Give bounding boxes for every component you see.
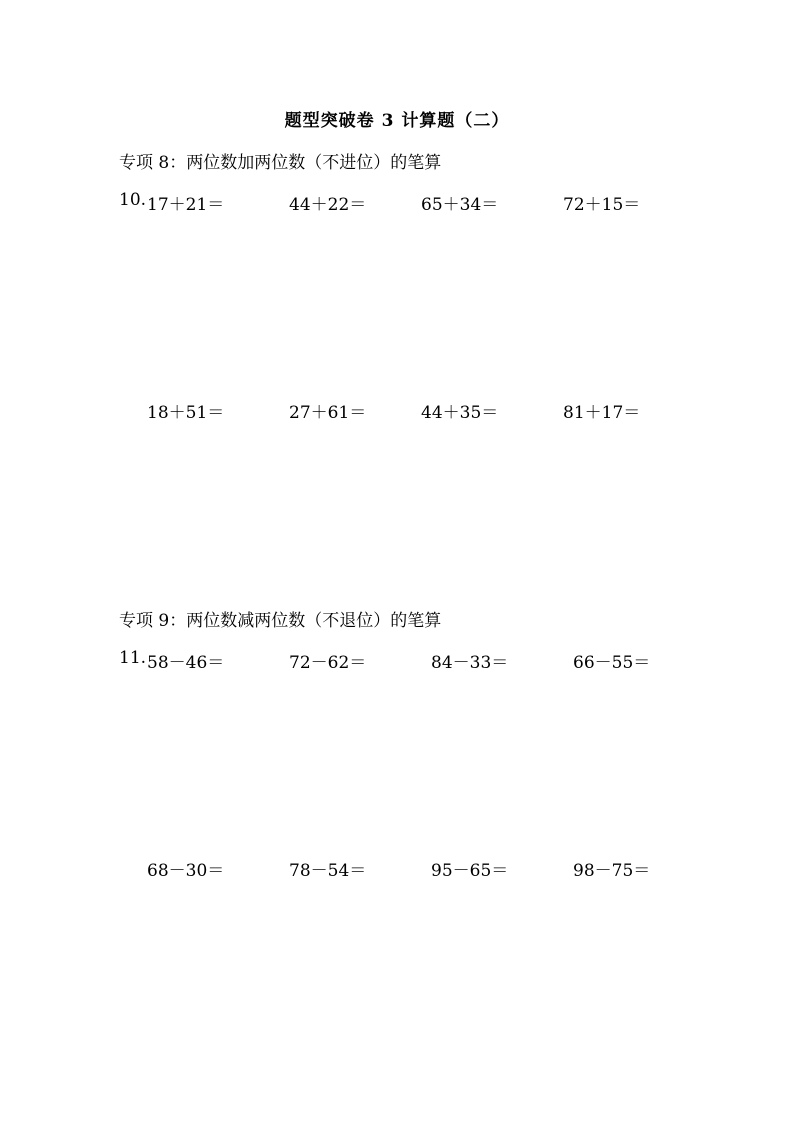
problem: 66－55＝ [573,653,651,673]
problem: 18＋51＝ [147,403,225,423]
page-title: 题型突破卷 3 计算题（二） [284,111,510,131]
problem-row [0,648,794,672]
problem: 44＋22＝ [289,195,367,215]
problem-number: 10. [119,190,147,210]
problem: 44＋35＝ [421,403,499,423]
problem: 17＋21＝ [147,195,225,215]
problem-row [0,856,794,880]
problem-row [0,398,794,422]
problem: 98－75＝ [573,861,651,881]
problem: 72－62＝ [289,653,367,673]
problem: 95－65＝ [431,861,509,881]
problem: 81＋17＝ [563,403,641,423]
problem-row [0,190,794,214]
section-heading-subtraction: 专项 9：两位数减两位数（不退位）的笔算 [119,611,442,631]
problem: 78－54＝ [289,861,367,881]
problem: 27＋61＝ [289,403,367,423]
problem: 84－33＝ [431,653,509,673]
problem: 72＋15＝ [563,195,641,215]
section-heading-addition: 专项 8：两位数加两位数（不进位）的笔算 [119,153,442,173]
problem: 65＋34＝ [421,195,499,215]
problem: 58－46＝ [147,653,225,673]
problem: 68－30＝ [147,861,225,881]
problem-number: 11. [119,648,147,668]
